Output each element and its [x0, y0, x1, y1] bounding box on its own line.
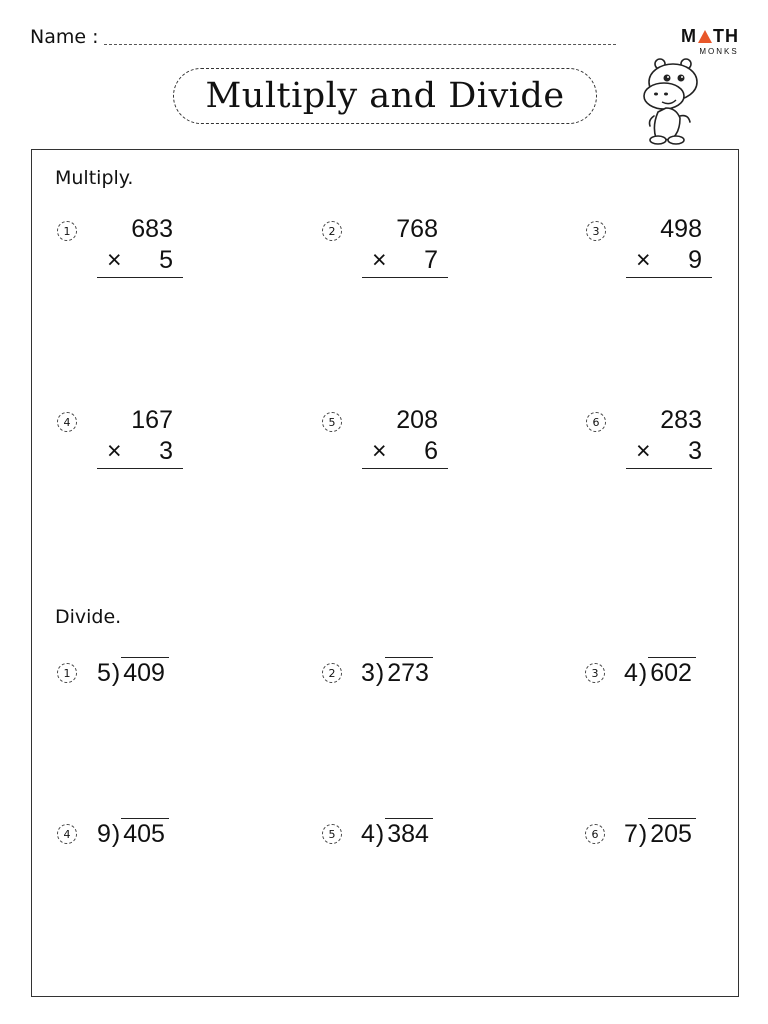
divisor: 4 [361, 820, 375, 848]
math-monks-logo [672, 26, 748, 56]
dividend: 405 [121, 818, 169, 849]
page-title: Multiply and Divide [205, 76, 565, 116]
multiply-problem [362, 214, 448, 278]
divisor: 4 [624, 659, 638, 687]
division-problem [624, 815, 696, 849]
logo-wordmark [672, 26, 748, 47]
multiplier: 6 [424, 437, 438, 465]
division-problem [624, 654, 696, 688]
multiply-problem [97, 405, 183, 469]
division-problem [97, 654, 169, 688]
multiply-heading: Multiply. [55, 167, 134, 189]
problem-number: 3 [585, 663, 605, 683]
multiplicand: 167 [131, 406, 173, 434]
logo-text-left: M [681, 26, 697, 46]
division-problem [361, 654, 433, 688]
problem-number: 6 [585, 824, 605, 844]
title-banner [173, 68, 597, 124]
name-line[interactable] [104, 44, 616, 45]
division-bracket: ) [111, 820, 121, 848]
problem-number: 5 [322, 824, 342, 844]
dividend: 409 [121, 657, 169, 688]
multiply-problem [362, 405, 448, 469]
times-sign: × [636, 437, 651, 465]
problem-number: 3 [586, 221, 606, 241]
triangle-icon [698, 30, 712, 43]
dividend: 205 [648, 818, 696, 849]
multiplicand: 683 [131, 215, 173, 243]
divisor: 5 [97, 659, 111, 687]
problem-number: 2 [322, 221, 342, 241]
multiply-problem [97, 214, 183, 278]
times-sign: × [372, 437, 387, 465]
division-problem [97, 815, 169, 849]
multiplicand: 498 [660, 215, 702, 243]
hippo-mascot-icon [636, 56, 712, 148]
division-bracket: ) [638, 820, 648, 848]
multiplier: 5 [159, 246, 173, 274]
answer-line[interactable] [97, 277, 183, 278]
problem-number: 1 [57, 663, 77, 683]
times-sign: × [372, 246, 387, 274]
divisor: 3 [361, 659, 375, 687]
problem-number: 4 [57, 824, 77, 844]
division-problem [361, 815, 433, 849]
problem-number: 2 [322, 663, 342, 683]
multiplicand: 768 [396, 215, 438, 243]
times-sign: × [636, 246, 651, 274]
dividend: 273 [385, 657, 433, 688]
multiplier: 9 [688, 246, 702, 274]
problem-number: 6 [586, 412, 606, 432]
answer-line[interactable] [362, 468, 448, 469]
times-sign: × [107, 246, 122, 274]
divisor: 9 [97, 820, 111, 848]
problem-number: 5 [322, 412, 342, 432]
multiplier: 3 [688, 437, 702, 465]
answer-line[interactable] [97, 468, 183, 469]
division-bracket: ) [375, 820, 385, 848]
answer-line[interactable] [626, 468, 712, 469]
divide-heading: Divide. [55, 606, 122, 628]
dividend: 384 [385, 818, 433, 849]
division-bracket: ) [638, 659, 648, 687]
logo-subtext: MONKS [699, 47, 739, 56]
times-sign: × [107, 437, 122, 465]
multiply-problem [626, 405, 712, 469]
multiplicand: 283 [660, 406, 702, 434]
division-bracket: ) [375, 659, 385, 687]
multiplicand: 208 [396, 406, 438, 434]
divisor: 7 [624, 820, 638, 848]
multiply-problem [626, 214, 712, 278]
answer-line[interactable] [626, 277, 712, 278]
multiplier: 3 [159, 437, 173, 465]
division-bracket: ) [111, 659, 121, 687]
logo-text-right: TH [713, 26, 739, 46]
answer-line[interactable] [362, 277, 448, 278]
problem-number: 4 [57, 412, 77, 432]
problem-number: 1 [57, 221, 77, 241]
name-label: Name : [30, 26, 99, 48]
multiplier: 7 [424, 246, 438, 274]
dividend: 602 [648, 657, 696, 688]
